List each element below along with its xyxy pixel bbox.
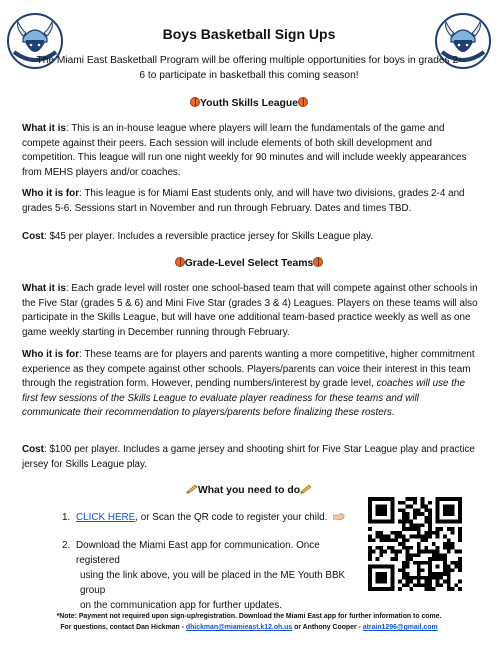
select-who-text: : These teams are for players and parents wanting a more competitive, higher commitment experience as they compete against other schools. Players/parents can voice their interest in this team through the registration form. However, pending numbers/interest by grade level,: [22, 349, 475, 390]
select-what-text: : Each grade level will roster one school-based team that will compete against other schools in the Five Star (grades 5 & 6) and Mini Five Star (grades 3 & 4) Leagues. Players on these teams will also participate in the Skills League, but will have one additional team-based practice weekly as well as one game weekly starting in December running through February.: [22, 283, 478, 338]
select-cost-paragraph: [22, 443, 478, 472]
footer-line-2: [0, 622, 498, 633]
step-2-line-3: on the communication app for further updates.: [80, 600, 283, 611]
pencil-icon: [300, 484, 312, 494]
youth-what-label: What it is: [22, 123, 66, 134]
step-2-number: 2.: [62, 540, 71, 551]
pointing-hand-icon: [333, 512, 345, 521]
select-who-italic-text: coaches will use the first few sessions of the Skills League to evaluate player readiness for these teams and will communicate their recommendation to players/parents before finalizing these rosters.: [22, 378, 465, 419]
youth-cost-paragraph: [22, 230, 478, 245]
youth-what-text: : This is an in-house league where players will learn the fundamentals of the game and compete against their peers. Each session will include elements of both skill development and competition. This league will run one night weekly for 90 minutes and will include weekly appearances from MEHS players and/or coaches.: [22, 123, 467, 178]
email-link-cooper[interactable]: atrain1296@gmail.com: [362, 624, 438, 631]
select-teams-heading-text: Grade-Level Select Teams: [184, 258, 314, 269]
intro-text: The Miami East Basketball Program will be offering multiple opportunities for boys in grades 2-6 to participate in basketball this coming season!: [36, 55, 462, 81]
youth-cost-label: Cost: [22, 231, 44, 242]
email-link-hickman[interactable]: dhickman@miamieast.k12.oh.us: [185, 624, 293, 631]
select-teams-heading: [0, 257, 498, 269]
footer-note: [0, 611, 498, 633]
select-cost-label: Cost: [22, 444, 44, 455]
youth-skills-heading: [0, 97, 498, 109]
basketball-icon: [313, 257, 323, 267]
footer-contact-2: or Anthony Cooper -: [292, 624, 363, 631]
basketball-icon: [298, 97, 308, 107]
todo-heading: [0, 484, 498, 496]
basketball-icon: [175, 257, 185, 267]
select-who-label: Who it is for: [22, 349, 80, 360]
step-2-line-2: using the link above, you will be placed in the ME Youth BBK group: [80, 570, 346, 596]
todo-heading-text: What you need to do: [197, 485, 301, 496]
pencil-icon: [186, 484, 198, 494]
youth-skills-heading-text: Youth Skills League: [200, 98, 298, 109]
step-2-text-wrap: [76, 538, 366, 613]
select-what-label: What it is: [22, 283, 66, 294]
select-who-paragraph: [22, 348, 478, 421]
step-1-text-wrap: [76, 510, 345, 525]
youth-who-text: : This league is for Miami East students only, and will have two divisions, grades 2-4 and grades 5-6. Sessions start in November and run through February. Dates and times TBD.: [22, 188, 465, 214]
footer-line-1: *Note: Payment not required upon sign-up/registration. Download the Miami East app for further information to come.: [56, 613, 442, 620]
register-link[interactable]: CLICK HERE: [76, 512, 136, 523]
youth-who-paragraph: [22, 187, 478, 216]
select-what-paragraph: [22, 282, 478, 340]
registration-qr-code[interactable]: [368, 497, 462, 591]
qr-code-icon: [368, 497, 462, 591]
page-title: Boys Basketball Sign Ups: [162, 26, 336, 42]
select-cost-text: : $100 per player. Includes a game jersey and shooting shirt for Five Star League play and practice jersey for Skills League play.: [22, 444, 475, 470]
step-1-number: 1.: [62, 512, 71, 523]
step-1-text: , or Scan the QR code to register your child.: [135, 512, 328, 523]
youth-cost-text: : $45 per player. Includes a reversible practice jersey for Skills League play.: [43, 231, 374, 242]
basketball-icon: [190, 97, 200, 107]
youth-who-label: Who it is for: [22, 188, 80, 199]
youth-what-paragraph: [22, 122, 478, 180]
step-2-line-1: Download the Miami East app for communication. Once registered: [76, 540, 320, 566]
footer-contact-1: For questions, contact Dan Hickman -: [60, 624, 186, 631]
